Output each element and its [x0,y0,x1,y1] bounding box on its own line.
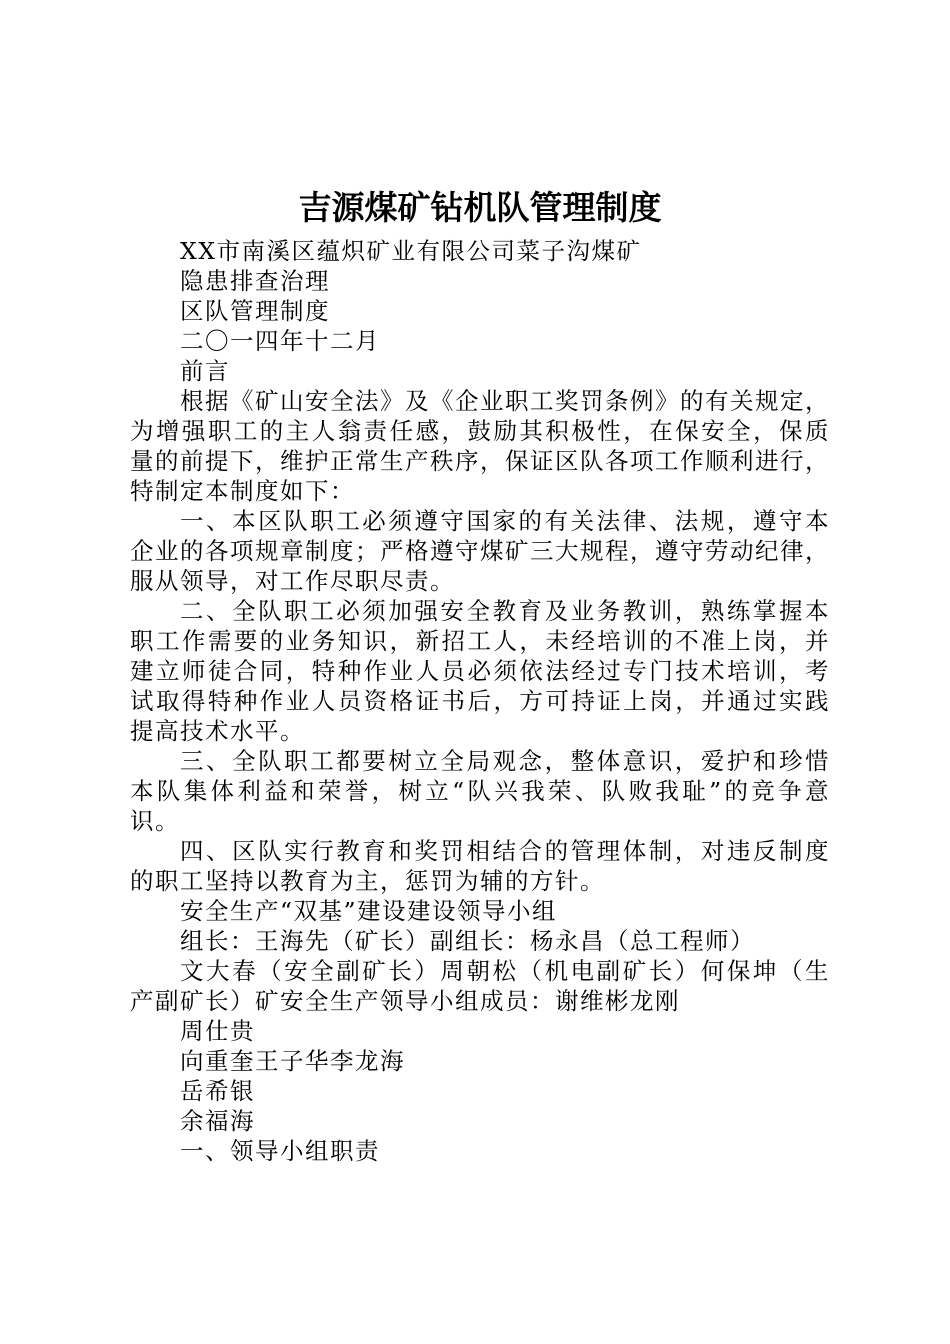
body-line: 产副矿长）矿安全生产领导小组成员：谢维彬龙刚 [130,987,680,1015]
body-line: 建立师徒合同，特种作业人员必须依法经过专门技术培训，考 [130,657,830,685]
body-line: 根据《矿山安全法》及《企业职工奖罚条例》的有关规定， [180,387,830,415]
body-line: 量的前提下，维护正常生产秩序，保证区队各项工作顺利进行， [130,447,830,475]
body-line: 组长：王海先（矿长）副组长：杨永昌（总工程师） [180,927,755,955]
body-line: 二〇一四年十二月 [180,327,380,355]
body-line: 前言 [180,357,230,385]
body-line: 一、领导小组职责 [180,1137,380,1165]
body-line: 试取得特种作业人员资格证书后，方可持证上岗，并通过实践 [130,687,830,715]
body-line: 职工作需要的业务知识，新招工人，未经培训的不准上岗，并 [130,627,830,655]
body-line: 三、全队职工都要树立全局观念，整体意识，爱护和珍惜 [180,747,830,775]
body-line: 周仕贵 [180,1017,255,1045]
body-line: 提高技术水平。 [130,717,305,745]
document-body [130,236,830,1166]
body-line: 的职工坚持以教育为主，惩罚为辅的方针。 [130,867,605,895]
body-line: 余福海 [180,1107,255,1135]
body-line: 一、本区队职工必须遵守国家的有关法律、法规，遵守本 [180,507,830,535]
body-line: 隐患排查治理 [180,267,330,295]
body-line: 为增强职工的主人翁责任感，鼓励其积极性，在保安全，保质 [130,417,830,445]
body-line: 向重奎王子华李龙海 [180,1047,405,1075]
document-title: 吉源煤矿钻机队管理制度 [298,188,662,227]
body-line: 识。 [130,807,180,835]
body-line: 服从领导，对工作尽职尽责。 [130,567,455,595]
body-line: 区队管理制度 [180,297,330,325]
body-line: 岳希银 [180,1077,255,1105]
body-line: 特制定本制度如下： [130,477,355,505]
body-line: 本队集体利益和荣誉，树立“队兴我荣、队败我耻”的竞争意 [130,777,830,805]
body-line: XX市南溪区蕴炽矿业有限公司菜子沟煤矿 [180,237,642,265]
body-line: 文大春（安全副矿长）周朝松（机电副矿长）何保坤（生 [180,957,830,985]
body-line: 二、全队职工必须加强安全教育及业务教训，熟练掌握本 [180,597,830,625]
body-line: 安全生产“双基”建设建设领导小组 [180,897,558,925]
body-line: 四、区队实行教育和奖罚相结合的管理体制，对违反制度 [180,837,830,865]
body-line: 企业的各项规章制度；严格遵守煤矿三大规程，遵守劳动纪律， [130,537,830,565]
